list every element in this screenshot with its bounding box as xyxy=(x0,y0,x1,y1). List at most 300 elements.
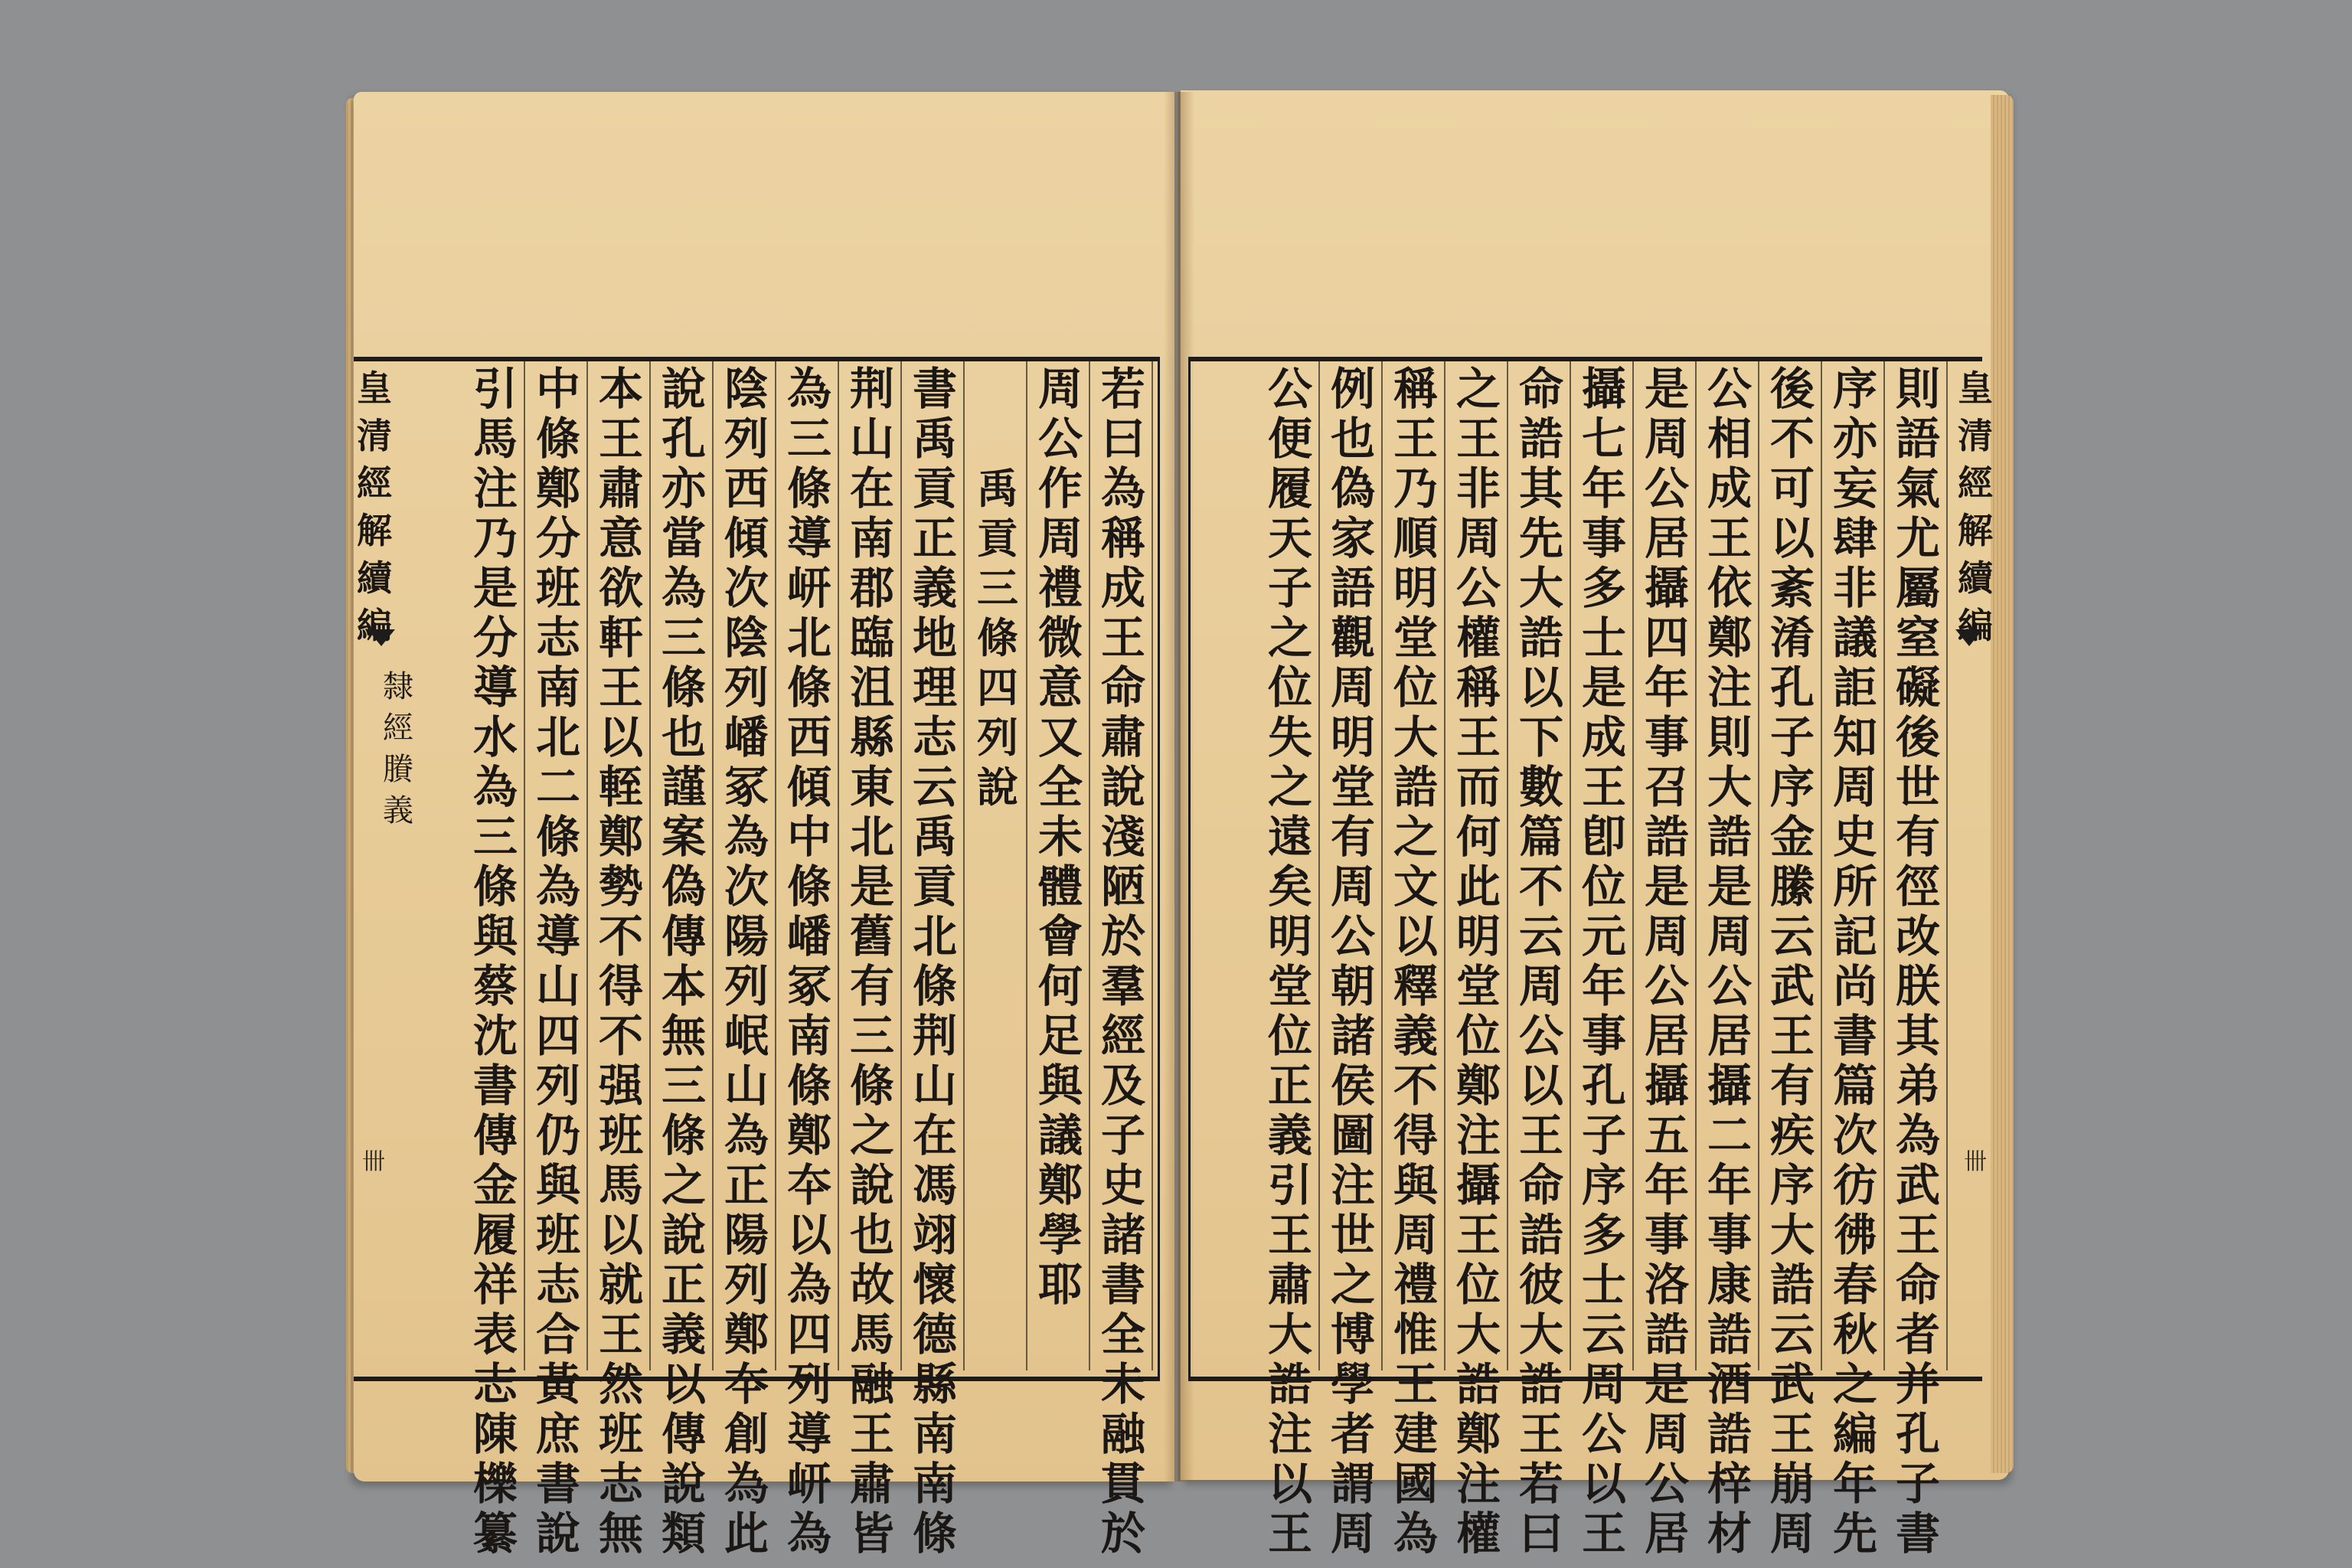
text-column xyxy=(1701,363,1758,1560)
glyph: 并 xyxy=(1895,1358,1940,1410)
glyph: 鄭 xyxy=(598,811,643,863)
glyph: 孔 xyxy=(1895,1408,1940,1460)
glyph: 地 xyxy=(912,612,957,664)
text-column xyxy=(781,363,838,1560)
glyph: 此 xyxy=(724,1508,769,1560)
glyph: 條 xyxy=(786,1060,831,1112)
glyph: 王 xyxy=(1518,1408,1563,1460)
glyph: 當 xyxy=(661,512,706,564)
glyph: 次 xyxy=(724,861,769,913)
glyph: 誥 xyxy=(1707,1408,1752,1460)
glyph: 非 xyxy=(1832,562,1877,614)
glyph: 乃 xyxy=(1393,462,1438,514)
glyph: 朕 xyxy=(1895,960,1940,1012)
glyph: 公 xyxy=(1644,1458,1689,1510)
glyph: 孔 xyxy=(661,413,706,465)
glyph: 中 xyxy=(786,811,831,863)
glyph: 為 xyxy=(724,1109,769,1161)
glyph: 攝 xyxy=(1581,363,1626,415)
glyph: 荆 xyxy=(849,363,894,415)
glyph: 曰 xyxy=(1100,413,1145,465)
glyph: 縢 xyxy=(1769,861,1815,913)
glyph: 子 xyxy=(1100,1109,1145,1161)
glyph: 列 xyxy=(724,960,769,1012)
glyph: 馬 xyxy=(849,1308,894,1361)
glyph: 會 xyxy=(1037,910,1083,962)
text-column xyxy=(1764,363,1821,1560)
glyph: 為 xyxy=(786,1508,831,1560)
glyph: 夲 xyxy=(786,1159,831,1211)
glyph: 後 xyxy=(1769,363,1815,415)
glyph: 三 xyxy=(977,564,1018,612)
glyph: 公 xyxy=(1518,1010,1563,1062)
glyph: 成 xyxy=(1707,462,1752,514)
glyph: 列 xyxy=(977,713,1018,762)
text-column xyxy=(906,363,963,1560)
glyph: 孔 xyxy=(1581,1060,1626,1112)
glyph: 與 xyxy=(1393,1159,1438,1211)
glyph: 弟 xyxy=(1895,1060,1940,1112)
glyph: 黃 xyxy=(535,1358,580,1410)
glyph: 王 xyxy=(1393,1358,1438,1410)
glyph: 正 xyxy=(912,512,957,564)
glyph: 有 xyxy=(1895,811,1940,863)
glyph: 義 xyxy=(661,1308,706,1361)
glyph: 子 xyxy=(1267,562,1312,614)
glyph: 二 xyxy=(1707,1109,1752,1161)
glyph: 王 xyxy=(1707,512,1752,564)
column-rule xyxy=(1758,361,1759,1370)
glyph: 之 xyxy=(849,1109,894,1161)
glyph: 縣 xyxy=(912,1358,957,1410)
glyph: 仍 xyxy=(535,1109,580,1161)
glyph: 子 xyxy=(1581,1109,1626,1161)
glyph: 故 xyxy=(849,1259,894,1311)
glyph: 公 xyxy=(1455,562,1501,614)
text-column xyxy=(1638,363,1695,1560)
glyph: 史 xyxy=(1832,811,1877,863)
glyph: 窒 xyxy=(1895,612,1940,664)
glyph: 惟 xyxy=(1393,1308,1438,1361)
glyph: 徑 xyxy=(1895,861,1940,913)
glyph: 中 xyxy=(535,363,580,415)
glyph: 淆 xyxy=(1769,612,1815,664)
text-column xyxy=(1827,363,1883,1560)
glyph: 疾 xyxy=(1769,1109,1815,1161)
glyph: 元 xyxy=(1581,910,1626,962)
glyph: 導 xyxy=(786,512,831,564)
glyph: 周 xyxy=(1832,761,1877,813)
glyph: 稱 xyxy=(1393,363,1438,415)
right-folio-number xyxy=(1960,1148,1991,1176)
glyph: 堂 xyxy=(1267,960,1312,1012)
glyph: 詎 xyxy=(1832,662,1877,714)
glyph: 馬 xyxy=(598,1159,643,1211)
glyph: 居 xyxy=(1707,1010,1752,1062)
glyph: 分 xyxy=(472,612,518,664)
margin-title-char: 續 xyxy=(1958,557,1993,599)
glyph: 體 xyxy=(1037,861,1083,913)
glyph: 篇 xyxy=(1832,1060,1877,1112)
glyph: 語 xyxy=(1330,562,1375,614)
glyph: 無 xyxy=(661,1010,706,1062)
glyph: 四 xyxy=(786,1308,831,1361)
glyph: 位 xyxy=(1581,861,1626,913)
glyph: 鄭 xyxy=(724,1308,769,1361)
glyph: 妄 xyxy=(1832,462,1877,514)
glyph: 傳 xyxy=(661,1408,706,1460)
glyph: 事 xyxy=(1644,711,1689,763)
glyph: 西 xyxy=(786,711,831,763)
glyph: 攝 xyxy=(1455,1159,1501,1211)
glyph: 貫 xyxy=(1100,1458,1145,1510)
glyph: 祥 xyxy=(472,1259,518,1311)
glyph: 志 xyxy=(598,1458,643,1510)
glyph: 次 xyxy=(1832,1109,1877,1161)
glyph: 曰 xyxy=(1518,1508,1563,1560)
glyph: 注 xyxy=(1455,1109,1501,1161)
glyph: 郡 xyxy=(849,562,894,614)
glyph: 輊 xyxy=(598,761,643,813)
glyph: 不 xyxy=(598,910,643,962)
glyph: 堂 xyxy=(1330,761,1375,813)
glyph: 以 xyxy=(786,1209,831,1261)
glyph: 北 xyxy=(849,811,894,863)
glyph: 就 xyxy=(598,1259,643,1311)
text-column xyxy=(467,363,524,1560)
glyph: 三 xyxy=(849,1010,894,1062)
glyph: 傳 xyxy=(472,1109,518,1161)
glyph: 山 xyxy=(535,960,580,1012)
glyph: 縣 xyxy=(849,711,894,763)
glyph: 釋 xyxy=(1393,960,1438,1012)
glyph: 王 xyxy=(849,1408,894,1460)
glyph: 王 xyxy=(1455,1209,1501,1261)
glyph: 攝 xyxy=(1644,562,1689,614)
glyph: 攝 xyxy=(1707,1060,1752,1112)
glyph: 之 xyxy=(1455,363,1501,415)
glyph: 本 xyxy=(661,960,706,1012)
glyph: 肅 xyxy=(1100,711,1145,763)
glyph: 山 xyxy=(912,1060,957,1112)
glyph: 周 xyxy=(1455,512,1501,564)
glyph: 位 xyxy=(1455,1010,1501,1062)
glyph: 誥 xyxy=(1644,1308,1689,1361)
glyph: 融 xyxy=(1100,1408,1145,1460)
column-rule xyxy=(649,361,651,1370)
glyph: 荆 xyxy=(912,1010,957,1062)
glyph: 先 xyxy=(1832,1508,1877,1560)
glyph: 本 xyxy=(598,363,643,415)
glyph: 鄭 xyxy=(1037,1159,1083,1211)
glyph: 志 xyxy=(912,711,957,763)
glyph: 為 xyxy=(724,811,769,863)
glyph: 列 xyxy=(724,1259,769,1311)
glyph: 公 xyxy=(1330,910,1375,962)
column-rule xyxy=(1821,361,1822,1370)
glyph: 說 xyxy=(661,1458,706,1510)
text-column xyxy=(655,363,712,1560)
glyph: 四 xyxy=(535,1010,580,1062)
glyph: 强 xyxy=(598,1060,643,1112)
glyph: 班 xyxy=(598,1109,643,1161)
glyph: 岍 xyxy=(786,562,831,614)
margin-title-char: 續 xyxy=(357,557,392,599)
glyph: 列 xyxy=(786,1358,831,1410)
glyph: 為 xyxy=(786,363,831,415)
glyph: 條 xyxy=(786,462,831,514)
glyph: 以 xyxy=(1518,662,1563,714)
glyph: 作 xyxy=(1037,462,1083,514)
glyph: 是 xyxy=(472,562,518,614)
glyph: 引 xyxy=(1267,1159,1312,1211)
text-column xyxy=(718,363,775,1560)
text-column xyxy=(1387,363,1444,1560)
glyph: 注 xyxy=(1707,662,1752,714)
glyph: 大 xyxy=(1455,1308,1501,1361)
glyph: 北 xyxy=(912,910,957,962)
glyph: 條 xyxy=(535,811,580,863)
glyph: 公 xyxy=(1037,413,1083,465)
glyph: 之 xyxy=(1267,761,1312,813)
glyph: 王 xyxy=(1581,1508,1626,1560)
glyph: 周 xyxy=(1037,363,1083,415)
glyph: 未 xyxy=(1037,811,1083,863)
glyph: 多 xyxy=(1581,562,1626,614)
glyph: 班 xyxy=(535,1209,580,1261)
glyph: 三 xyxy=(661,1060,706,1112)
glyph: 序 xyxy=(1581,1159,1626,1211)
glyph: 合 xyxy=(535,1308,580,1361)
glyph: 可 xyxy=(1769,462,1815,514)
glyph: 說 xyxy=(661,1209,706,1261)
column-rule xyxy=(1444,361,1446,1370)
glyph: 周 xyxy=(1518,960,1563,1012)
glyph: 序 xyxy=(1769,1159,1815,1211)
glyph: 王 xyxy=(1393,413,1438,465)
margin-subtitle-char: 賸 xyxy=(383,752,413,787)
glyph: 為 xyxy=(786,1259,831,1311)
glyph: 在 xyxy=(912,1109,957,1161)
glyph: 說 xyxy=(849,1159,894,1211)
glyph: 是 xyxy=(1644,1358,1689,1410)
text-column xyxy=(593,363,649,1560)
glyph: 三 xyxy=(472,811,518,863)
glyph: 岷 xyxy=(724,1010,769,1062)
glyph: 鄭 xyxy=(1707,612,1752,664)
glyph: 周 xyxy=(1644,1408,1689,1460)
glyph: 之 xyxy=(1330,1259,1375,1311)
glyph: 不 xyxy=(1769,413,1815,465)
glyph: 條 xyxy=(661,662,706,714)
glyph: 鄭 xyxy=(535,462,580,514)
glyph: 為 xyxy=(1100,462,1145,514)
left-folio-number xyxy=(358,1148,389,1176)
glyph: 彷 xyxy=(1832,1159,1877,1211)
glyph: 為 xyxy=(472,761,518,813)
glyph: 何 xyxy=(1455,811,1501,863)
glyph: 偽 xyxy=(1330,462,1375,514)
glyph: 王 xyxy=(1455,413,1501,465)
glyph: 公 xyxy=(1267,363,1312,415)
glyph: 北 xyxy=(535,711,580,763)
glyph: 周 xyxy=(1037,512,1083,564)
glyph: 周 xyxy=(1393,1209,1438,1261)
glyph: 蔡 xyxy=(472,960,518,1012)
glyph: 誥 xyxy=(1707,811,1752,863)
glyph: 居 xyxy=(1644,1508,1689,1560)
glyph: 注 xyxy=(472,462,518,514)
glyph: 洛 xyxy=(1644,1259,1689,1311)
glyph: 之 xyxy=(1267,612,1312,664)
margin-subtitle-char: 隸 xyxy=(383,669,413,704)
glyph: 西 xyxy=(724,462,769,514)
column-rule xyxy=(712,361,714,1370)
column-rule xyxy=(1946,361,1948,1370)
glyph: 庶 xyxy=(535,1408,580,1460)
glyph: 在 xyxy=(849,462,894,514)
glyph: 明 xyxy=(1330,711,1375,763)
glyph: 周 xyxy=(1644,910,1689,962)
glyph: 禹 xyxy=(912,413,957,465)
glyph: 山 xyxy=(724,1060,769,1112)
glyph: 勢 xyxy=(598,861,643,913)
text-column xyxy=(1576,363,1632,1560)
glyph: 然 xyxy=(598,1358,643,1410)
glyph: 不 xyxy=(1518,861,1563,913)
glyph: 也 xyxy=(849,1209,894,1261)
glyph: 肅 xyxy=(598,462,643,514)
glyph: 列 xyxy=(535,1060,580,1112)
glyph: 攝 xyxy=(1644,1060,1689,1112)
glyph: 後 xyxy=(1895,711,1940,763)
glyph: 纂 xyxy=(472,1508,518,1560)
glyph: 諸 xyxy=(1330,1010,1375,1062)
glyph: 臨 xyxy=(849,612,894,664)
margin-title-char: 經 xyxy=(357,462,392,504)
glyph: 金 xyxy=(472,1159,518,1211)
glyph: 王 xyxy=(1455,711,1501,763)
glyph: 者 xyxy=(1330,1408,1375,1460)
glyph: 條 xyxy=(977,613,1018,662)
glyph: 冢 xyxy=(786,960,831,1012)
glyph: 陳 xyxy=(472,1408,518,1460)
glyph: 誥 xyxy=(1267,1358,1312,1410)
glyph: 未 xyxy=(1100,1358,1145,1410)
glyph: 陋 xyxy=(1100,861,1145,913)
glyph: 誥 xyxy=(1455,1358,1501,1410)
column-rule xyxy=(1089,361,1090,1370)
glyph: 是 xyxy=(1644,363,1689,415)
margin-title-char: 清 xyxy=(1958,415,1993,456)
glyph: 表 xyxy=(472,1308,518,1361)
glyph: 不 xyxy=(1393,1060,1438,1112)
glyph: 亦 xyxy=(1832,413,1877,465)
glyph: 也 xyxy=(661,711,706,763)
glyph: 彿 xyxy=(1832,1209,1877,1261)
glyph: 事 xyxy=(1581,1010,1626,1062)
glyph: 二 xyxy=(535,761,580,813)
glyph: 居 xyxy=(1644,1010,1689,1062)
glyph: 學 xyxy=(1330,1358,1375,1410)
glyph: 武 xyxy=(1769,960,1815,1012)
column-rule xyxy=(1152,361,1153,1370)
glyph: 年 xyxy=(1644,1159,1689,1211)
margin-title-char: 解 xyxy=(1958,510,1993,551)
glyph: 則 xyxy=(1895,363,1940,415)
glyph: 說 xyxy=(1100,761,1145,813)
glyph: 周 xyxy=(1581,1358,1626,1410)
glyph: 翊 xyxy=(912,1209,957,1261)
glyph: 秋 xyxy=(1832,1308,1877,1361)
glyph: 事 xyxy=(1581,512,1626,564)
glyph: 肅 xyxy=(849,1458,894,1510)
glyph: 於 xyxy=(1100,1508,1145,1560)
glyph: 禮 xyxy=(1037,562,1083,614)
right-margin-title-vertical xyxy=(1952,364,1998,649)
margin-title-char: 皇 xyxy=(1958,368,1993,409)
glyph: 若 xyxy=(1100,363,1145,415)
glyph: 大 xyxy=(1707,761,1752,813)
glyph: 南 xyxy=(912,1458,957,1510)
glyph: 大 xyxy=(1518,1308,1563,1361)
glyph: 之 xyxy=(661,1159,706,1211)
glyph: 觀 xyxy=(1330,612,1375,664)
right-fish-tail-mark xyxy=(1955,629,1983,646)
glyph: 有 xyxy=(1769,1060,1815,1112)
glyph: 以 xyxy=(598,1209,643,1261)
glyph: 王 xyxy=(598,1308,643,1361)
glyph: 南 xyxy=(535,662,580,714)
glyph: 王 xyxy=(1895,1209,1940,1261)
glyph: 四 xyxy=(977,663,1018,712)
glyph: 例 xyxy=(1330,363,1375,415)
glyph: 以 xyxy=(1769,512,1815,564)
glyph: 水 xyxy=(472,711,518,763)
glyph: 堂 xyxy=(1393,612,1438,664)
glyph: 以 xyxy=(661,1358,706,1410)
glyph: 是 xyxy=(1644,861,1689,913)
glyph: 者 xyxy=(1895,1308,1940,1361)
glyph: 春 xyxy=(1832,1259,1877,1311)
glyph: 有 xyxy=(1330,811,1375,863)
glyph: 列 xyxy=(724,662,769,714)
glyph: 侯 xyxy=(1330,1060,1375,1112)
glyph: 王 xyxy=(1769,1408,1815,1460)
glyph: 史 xyxy=(1100,1159,1145,1211)
folio-char: 卌 xyxy=(1964,1148,1987,1175)
glyph: 議 xyxy=(1037,1109,1083,1161)
glyph: 不 xyxy=(598,1010,643,1062)
glyph: 於 xyxy=(1100,910,1145,962)
margin-title-char: 清 xyxy=(357,415,392,456)
glyph: 大 xyxy=(1267,1308,1312,1361)
glyph: 謹 xyxy=(661,761,706,813)
glyph: 耶 xyxy=(1037,1259,1083,1311)
glyph: 書 xyxy=(1832,1010,1877,1062)
glyph: 位 xyxy=(1267,1010,1312,1062)
glyph: 舊 xyxy=(849,910,894,962)
glyph: 命 xyxy=(1100,662,1145,714)
glyph: 創 xyxy=(724,1408,769,1460)
glyph: 命 xyxy=(1895,1259,1940,1311)
glyph: 志 xyxy=(535,1259,580,1311)
glyph: 云 xyxy=(1518,910,1563,962)
glyph: 以 xyxy=(1267,1458,1312,1510)
glyph: 得 xyxy=(1393,1109,1438,1161)
glyph: 誥 xyxy=(1644,811,1689,863)
glyph: 此 xyxy=(1455,861,1501,913)
